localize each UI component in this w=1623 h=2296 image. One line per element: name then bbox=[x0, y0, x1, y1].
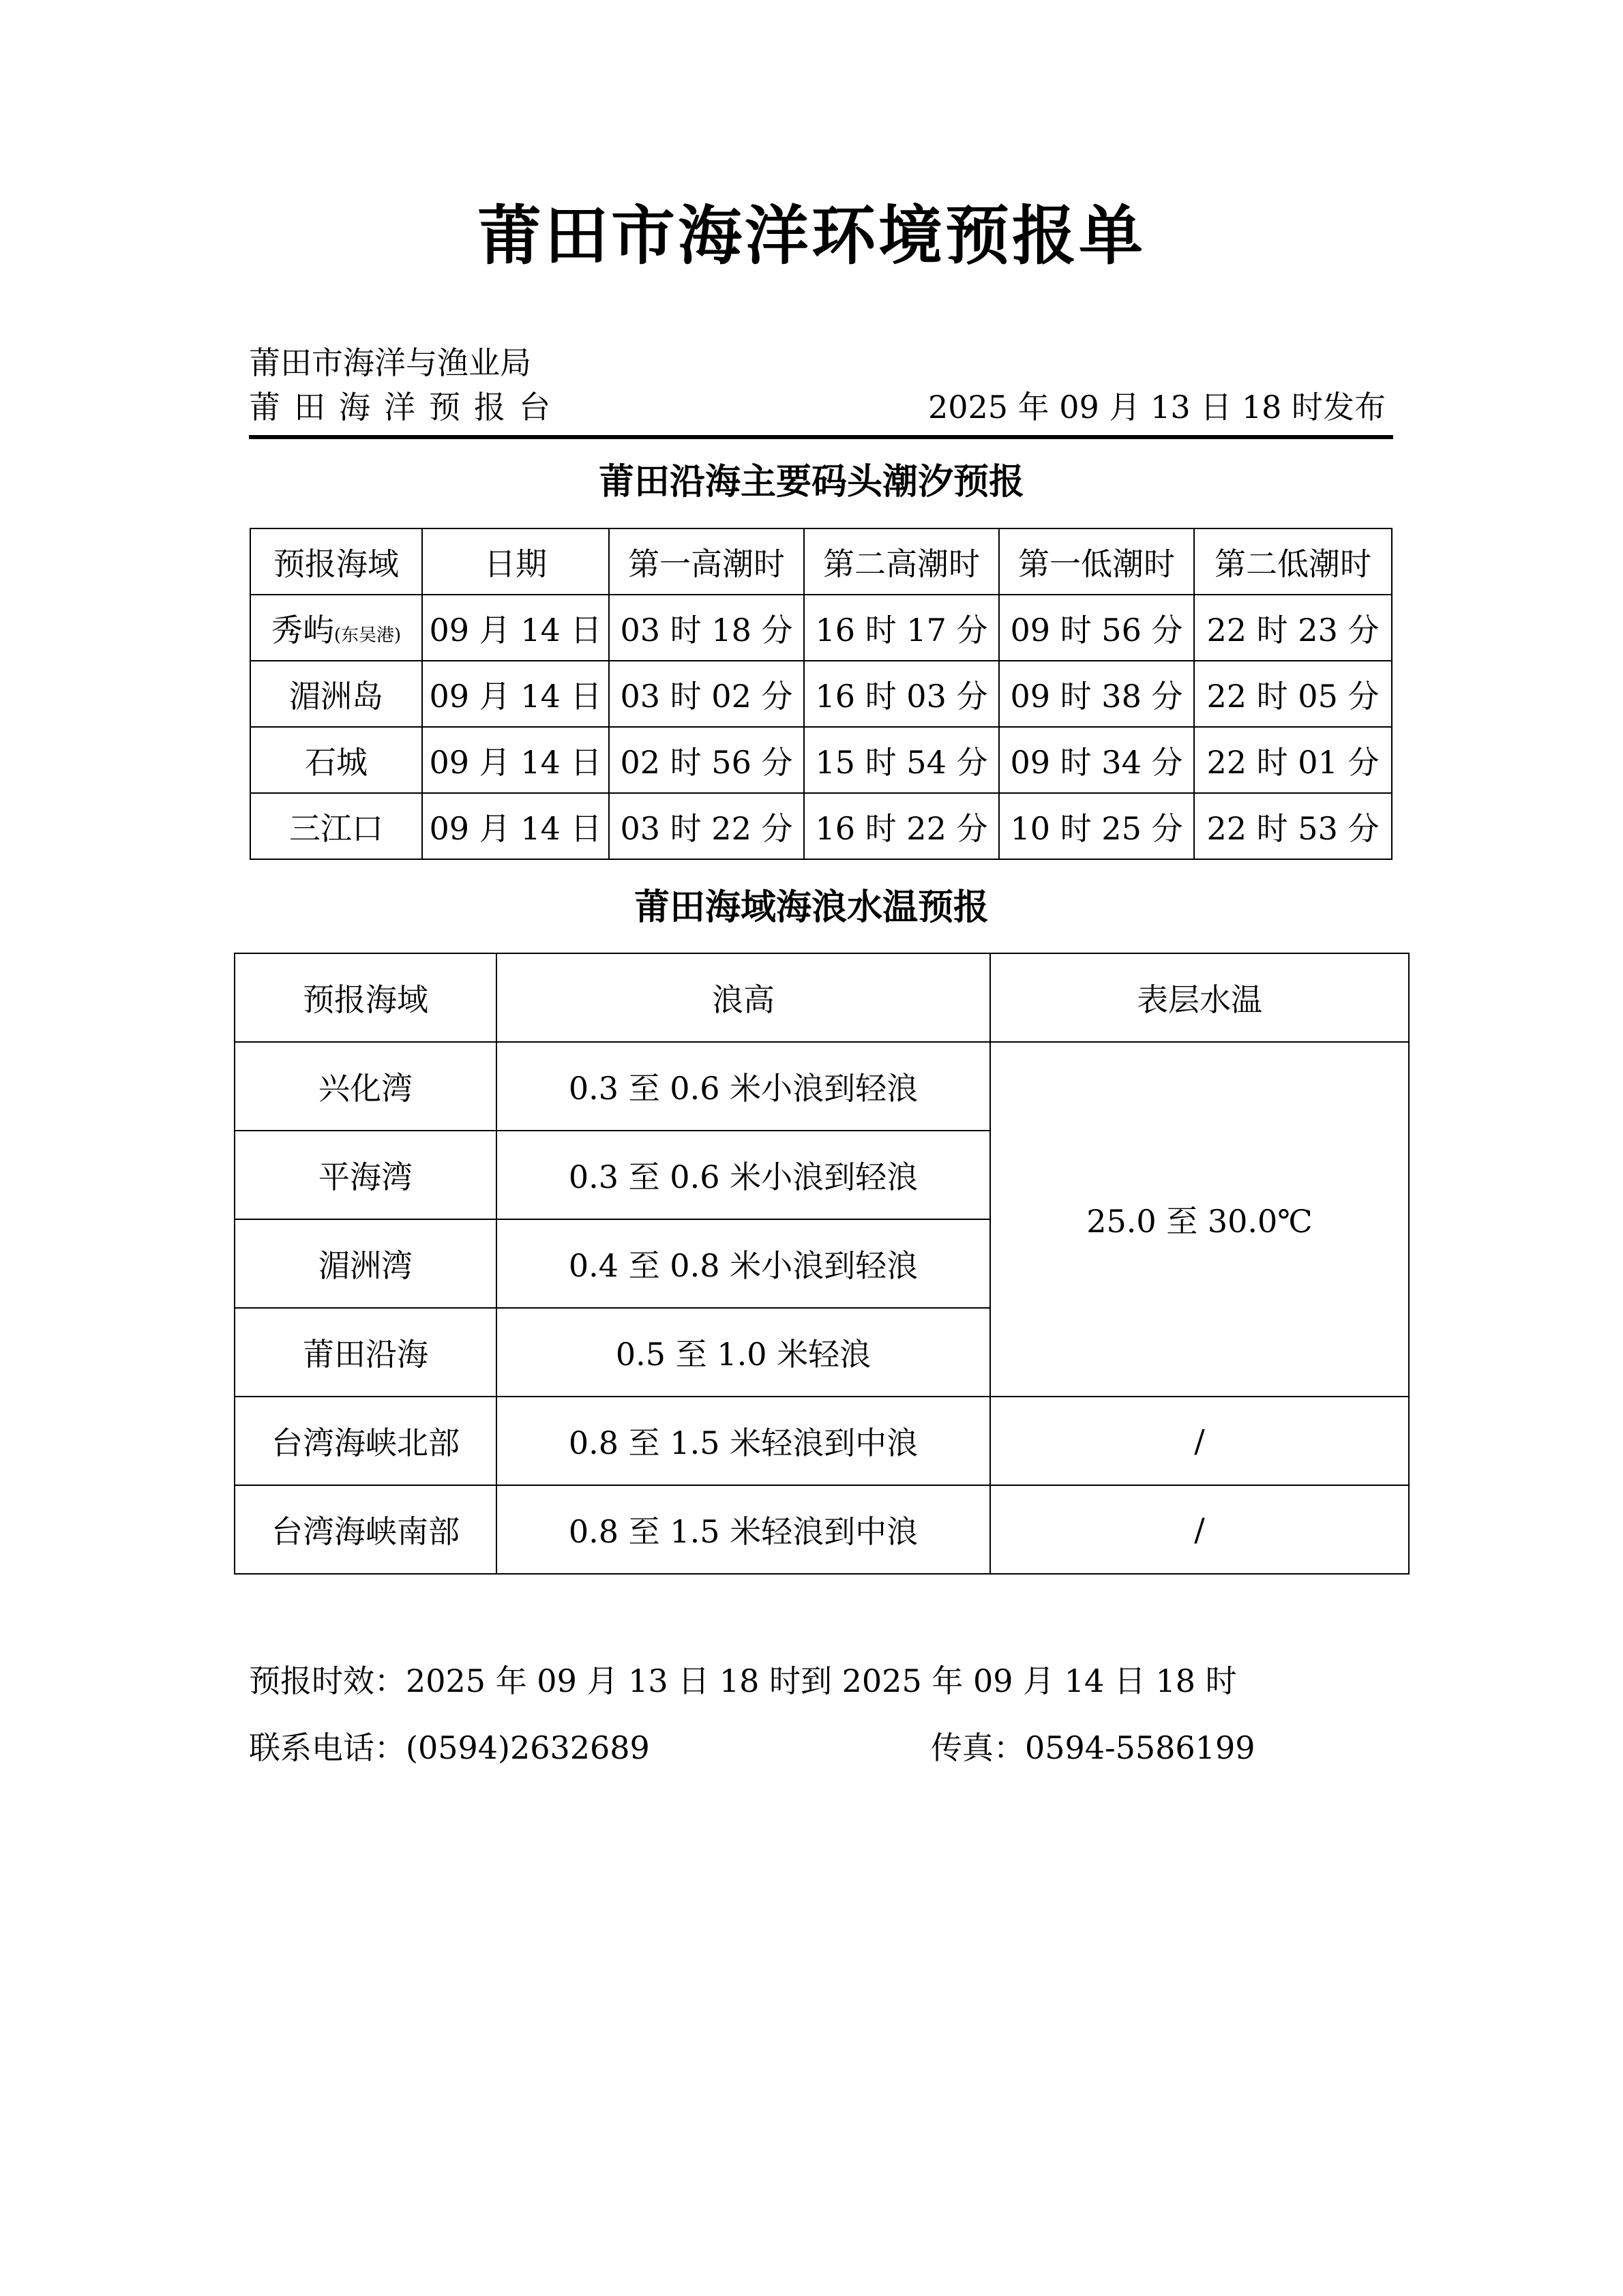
wave-section-title: 莆田海域海浪水温预报 bbox=[634, 886, 989, 928]
wave-height-cell: 0.5 至 1.0 米轻浪 bbox=[496, 1308, 990, 1397]
table-row bbox=[250, 595, 1392, 661]
tide-header-low2: 第二低潮时 bbox=[1194, 528, 1392, 595]
wave-temp-cell: / bbox=[990, 1397, 1409, 1485]
wave-temp-cell: / bbox=[990, 1485, 1409, 1574]
contact-fax: 传真：0594-5586199 bbox=[931, 1729, 1255, 1766]
contact-phone: 联系电话：(0594)2632689 bbox=[249, 1729, 650, 1766]
wave-table bbox=[234, 953, 1410, 1575]
tide-low2-cell: 22 时 05 分 bbox=[1194, 661, 1392, 727]
tide-high1-cell: 03 时 18 分 bbox=[609, 595, 804, 661]
tide-low1-cell: 09 时 34 分 bbox=[999, 727, 1194, 793]
tide-low1-cell: 10 时 25 分 bbox=[999, 793, 1194, 859]
issue-time: 2025 年 09 月 13 日 18 时发布 bbox=[927, 389, 1386, 426]
tide-high1-cell: 02 时 56 分 bbox=[609, 727, 804, 793]
tide-low1-cell: 09 时 38 分 bbox=[999, 661, 1194, 727]
wave-area-cell: 台湾海峡北部 bbox=[235, 1397, 496, 1485]
wave-header-temp: 表层水温 bbox=[990, 953, 1409, 1042]
wave-height-cell: 0.4 至 0.8 米小浪到轻浪 bbox=[496, 1219, 990, 1308]
wave-area-cell: 台湾海峡南部 bbox=[235, 1485, 496, 1574]
table-row bbox=[250, 793, 1392, 859]
tide-low2-cell: 22 时 01 分 bbox=[1194, 727, 1392, 793]
table-row bbox=[235, 1485, 1409, 1574]
tide-area-cell bbox=[250, 595, 422, 661]
tide-low2-cell: 22 时 23 分 bbox=[1194, 595, 1392, 661]
tide-header-high2: 第二高潮时 bbox=[804, 528, 999, 595]
wave-header-area: 预报海域 bbox=[235, 953, 496, 1042]
issuer-station: 莆田海洋预报台 bbox=[249, 389, 564, 426]
tide-area-note: (东吴港) bbox=[333, 625, 402, 646]
header-divider bbox=[249, 435, 1393, 439]
wave-height-cell: 0.8 至 1.5 米轻浪到中浪 bbox=[496, 1397, 990, 1485]
tide-low1-cell: 09 时 56 分 bbox=[999, 595, 1194, 661]
wave-header-row bbox=[235, 953, 1409, 1042]
tide-table bbox=[250, 528, 1393, 860]
tide-area-cell: 三江口 bbox=[250, 793, 422, 859]
table-row bbox=[250, 727, 1392, 793]
tide-high1-cell: 03 时 22 分 bbox=[609, 793, 804, 859]
table-row bbox=[235, 1397, 1409, 1485]
tide-low2-cell: 22 时 53 分 bbox=[1194, 793, 1392, 859]
tide-date-cell: 09 月 14 日 bbox=[422, 661, 609, 727]
wave-height-cell: 0.3 至 0.6 米小浪到轻浪 bbox=[496, 1042, 990, 1131]
wave-area-cell: 平海湾 bbox=[235, 1131, 496, 1219]
tide-header-high1: 第一高潮时 bbox=[609, 528, 804, 595]
page-title: 莆田市海洋环境预报单 bbox=[477, 198, 1146, 273]
tide-header-date: 日期 bbox=[422, 528, 609, 595]
tide-high1-cell: 03 时 02 分 bbox=[609, 661, 804, 727]
tide-high2-cell: 16 时 22 分 bbox=[804, 793, 999, 859]
issuer-agency: 莆田市海洋与渔业局 bbox=[249, 344, 531, 381]
table-row bbox=[250, 661, 1392, 727]
tide-high2-cell: 15 时 54 分 bbox=[804, 727, 999, 793]
tide-header-area: 预报海域 bbox=[250, 528, 422, 595]
tide-high2-cell: 16 时 03 分 bbox=[804, 661, 999, 727]
tide-area-name: 秀屿 bbox=[271, 611, 334, 648]
wave-area-cell: 莆田沿海 bbox=[235, 1308, 496, 1397]
tide-header-low1: 第一低潮时 bbox=[999, 528, 1194, 595]
tide-date-cell: 09 月 14 日 bbox=[422, 727, 609, 793]
wave-header-height: 浪高 bbox=[496, 953, 990, 1042]
tide-high2-cell: 16 时 17 分 bbox=[804, 595, 999, 661]
tide-header-row bbox=[250, 528, 1392, 595]
tide-area-cell: 石城 bbox=[250, 727, 422, 793]
wave-temp-merged-cell: 25.0 至 30.0℃ bbox=[990, 1042, 1409, 1397]
wave-height-cell: 0.8 至 1.5 米轻浪到中浪 bbox=[496, 1485, 990, 1574]
tide-area-cell: 湄洲岛 bbox=[250, 661, 422, 727]
wave-area-cell: 兴化湾 bbox=[235, 1042, 496, 1131]
wave-area-cell: 湄洲湾 bbox=[235, 1219, 496, 1308]
tide-date-cell: 09 月 14 日 bbox=[422, 793, 609, 859]
tide-date-cell: 09 月 14 日 bbox=[422, 595, 609, 661]
tide-section-title: 莆田沿海主要码头潮汐预报 bbox=[598, 461, 1024, 503]
forecast-validity: 预报时效：2025 年 09 月 13 日 18 时到 2025 年 09 月 14 日 18 时 bbox=[249, 1663, 1237, 1699]
table-row bbox=[235, 1042, 1409, 1131]
wave-height-cell: 0.3 至 0.6 米小浪到轻浪 bbox=[496, 1131, 990, 1219]
